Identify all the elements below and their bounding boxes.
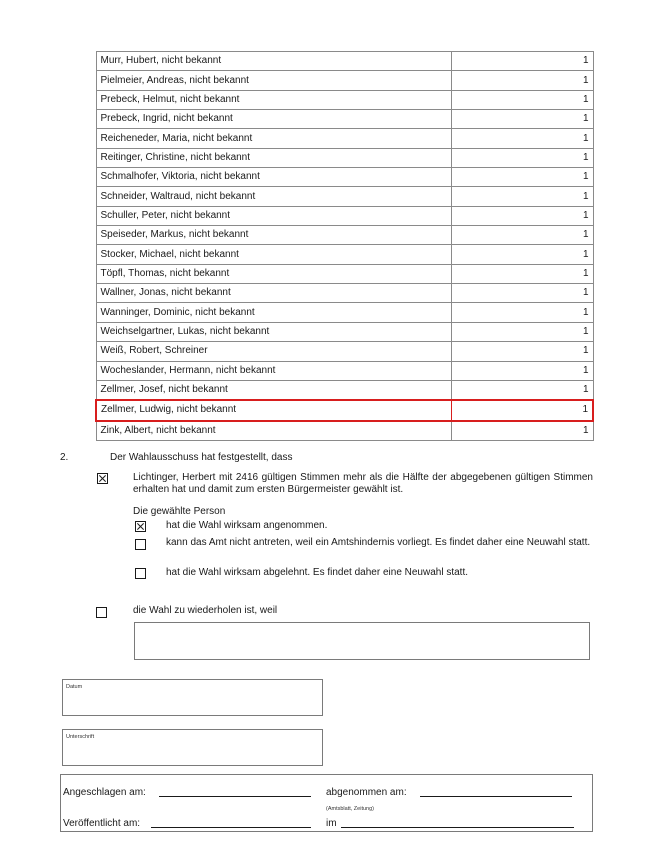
published-date-line[interactable] — [151, 827, 311, 828]
option-accepted-checkbox[interactable] — [135, 521, 146, 532]
table-row — [96, 264, 593, 283]
table-row — [96, 206, 593, 225]
option-declined-checkbox[interactable] — [135, 568, 146, 579]
candidate-name: Prebeck, Ingrid, nicht bekannt — [96, 110, 451, 129]
table-row — [96, 110, 593, 129]
x-mark-icon — [98, 474, 107, 483]
candidate-name: Pielmeier, Andreas, nicht bekannt — [96, 71, 451, 90]
table-row — [96, 361, 593, 380]
candidate-name: Wocheslander, Hermann, nicht bekannt — [96, 361, 451, 380]
vote-count: 1 — [451, 226, 593, 245]
candidate-name: Zellmer, Ludwig, nicht bekannt — [96, 400, 451, 420]
table-row — [96, 421, 593, 441]
vote-count: 1 — [451, 187, 593, 206]
section-heading: Der Wahlausschuss hat festgestellt, dass — [110, 452, 293, 463]
table-row — [96, 322, 593, 341]
vote-count: 1 — [451, 303, 593, 322]
vote-count: 1 — [451, 71, 593, 90]
repeat-reason-value — [135, 623, 589, 629]
table-row — [96, 187, 593, 206]
table-row — [96, 342, 593, 361]
vote-count: 1 — [451, 206, 593, 225]
vote-count: 1 — [451, 245, 593, 264]
removed-label: abgenommen am: — [326, 787, 407, 798]
vote-count: 1 — [451, 421, 593, 441]
table-row — [96, 90, 593, 109]
signature-field[interactable] — [62, 729, 323, 766]
x-mark-icon — [136, 522, 145, 531]
candidate-name: Töpfl, Thomas, nicht bekannt — [96, 264, 451, 283]
repeat-reason-field[interactable] — [134, 622, 590, 660]
candidate-name: Murr, Hubert, nicht bekannt — [96, 52, 451, 71]
candidate-name: Prebeck, Helmut, nicht bekannt — [96, 90, 451, 109]
candidate-name: Zellmer, Josef, nicht bekannt — [96, 380, 451, 400]
section-number: 2. — [60, 452, 69, 463]
vote-count: 1 — [451, 129, 593, 148]
vote-count: 1 — [451, 90, 593, 109]
table-row — [96, 284, 593, 303]
table-row — [96, 148, 593, 167]
candidate-name: Zink, Albert, nicht bekannt — [96, 421, 451, 441]
option-accepted-text: hat die Wahl wirksam angenommen. — [166, 520, 328, 531]
results-table — [95, 51, 594, 441]
table-row-highlighted — [96, 400, 593, 420]
candidate-name: Reicheneder, Maria, nicht bekannt — [96, 129, 451, 148]
candidate-name: Stocker, Michael, nicht bekannt — [96, 245, 451, 264]
person-label: Die gewählte Person — [133, 506, 226, 517]
table-row — [96, 129, 593, 148]
table-row — [96, 303, 593, 322]
candidate-name: Weichselgartner, Lukas, nicht bekannt — [96, 322, 451, 341]
candidate-name: Speiseder, Markus, nicht bekannt — [96, 226, 451, 245]
medium-hint: (Amtsblatt, Zeitung) — [326, 806, 374, 812]
vote-count: 1 — [451, 168, 593, 187]
candidate-name: Schuller, Peter, nicht bekannt — [96, 206, 451, 225]
table-row — [96, 380, 593, 400]
vote-count: 1 — [451, 322, 593, 341]
removed-date-line[interactable] — [420, 796, 572, 797]
candidate-name: Weiß, Robert, Schreiner — [96, 342, 451, 361]
vote-count: 1 — [451, 110, 593, 129]
table-row — [96, 226, 593, 245]
posted-label: Angeschlagen am: — [63, 787, 146, 798]
published-label: Veröffentlicht am: — [63, 818, 141, 829]
candidate-name: Wanninger, Dominic, nicht bekannt — [96, 303, 451, 322]
in-label: im — [326, 818, 337, 829]
option-hindrance-checkbox[interactable] — [135, 539, 146, 550]
candidate-name: Schneider, Waltraud, nicht bekannt — [96, 187, 451, 206]
posting-record-box — [60, 774, 593, 832]
vote-count: 1 — [451, 342, 593, 361]
repeat-checkbox[interactable] — [96, 607, 107, 618]
date-field[interactable] — [62, 679, 323, 716]
vote-count: 1 — [451, 148, 593, 167]
elected-checkbox[interactable] — [97, 473, 108, 484]
candidate-name: Schmalhofer, Viktoria, nicht bekannt — [96, 168, 451, 187]
option-declined-text: hat die Wahl wirksam abgelehnt. Es findet daher eine Neuwahl statt. — [166, 567, 469, 578]
table-row — [96, 168, 593, 187]
repeat-text: die Wahl zu wiederholen ist, weil — [133, 605, 278, 616]
posted-date-line[interactable] — [159, 796, 311, 797]
published-medium-line[interactable] — [341, 827, 574, 828]
vote-count: 1 — [451, 361, 593, 380]
option-hindrance-text: kann das Amt nicht antreten, weil ein Amtshindernis vorliegt. Es findet daher eine Neuwahl statt. — [166, 537, 591, 548]
elected-statement: Lichtinger, Herbert mit 2416 gültigen Stimmen mehr als die Hälfte der abgegebenen gültigen Stimmen erhalten hat und damit zum ersten Bürgermeister gewählt ist. — [133, 472, 593, 495]
candidate-name: Wallner, Jonas, nicht bekannt — [96, 284, 451, 303]
table-row — [96, 71, 593, 90]
vote-count: 1 — [451, 264, 593, 283]
date-label: Datum — [66, 684, 83, 690]
candidate-name: Reitinger, Christine, nicht bekannt — [96, 148, 451, 167]
table-row — [96, 245, 593, 264]
vote-count: 1 — [451, 380, 593, 400]
vote-count: 1 — [451, 400, 593, 420]
vote-count: 1 — [451, 52, 593, 71]
signature-label: Unterschrift — [66, 734, 95, 740]
vote-count: 1 — [451, 284, 593, 303]
table-row — [96, 52, 593, 71]
